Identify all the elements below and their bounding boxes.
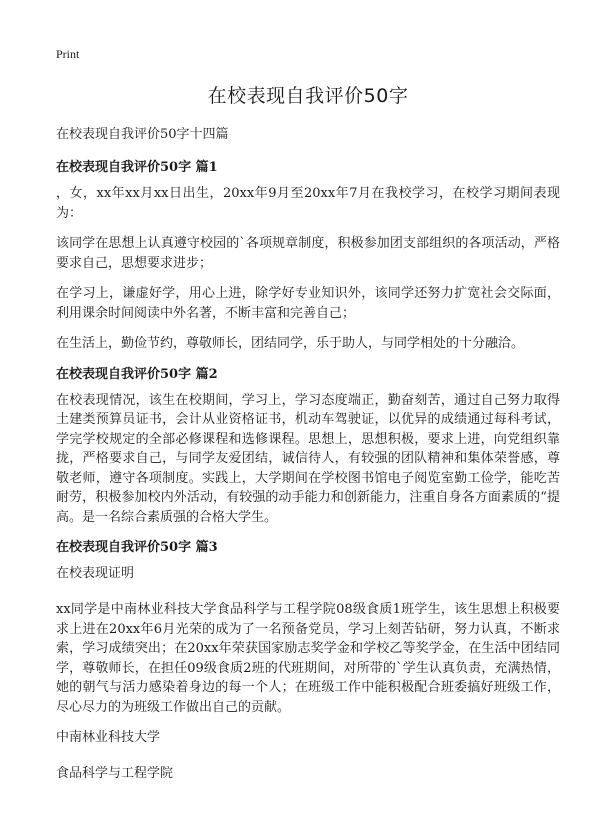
document-subtitle: 在校表现自我评价50字十四篇 <box>56 127 229 142</box>
section-1-paragraph-4: 在生活上，勤俭节约，尊敬师长，团结同学，乐于助人，与同学相处的十分融洽。 <box>56 336 525 351</box>
section-heading-3: 在校表现自我评价50字 篇3 <box>56 540 218 555</box>
print-link[interactable]: Print <box>56 47 80 61</box>
section-2-paragraph-1: 在校表现情况，该生在校期间，学习上，学习态度端正，勤奋刻苦，通过自己努力取得土建类预算员证书，会计从业资格证书，机动车驾驶证，以优异的成绩通过每科考试，学完学校规定的全部必修课程和选修课程。思想上，思想积极，要求上进，向党组织靠拢，严格要求自己，与同学友爱团结，诚信待人，有较强的团队精神和集体荣誉感，尊敬老师，遵守各项制度。实践上，大学期间在学校图书馆电子阅览室勤工俭学，能吃苦耐劳，积极参加校内外活动，有较强的动手能力和创新能力，注重自身各方面素质的“提高。是一名综合素质强的合格大学生。 <box>56 392 560 525</box>
closing-college: 食品科学与工程学院 <box>56 766 174 781</box>
section-1-paragraph-2: 该同学在思想上认真遵守校园的`各项规章制度，积极参加团支部组织的各项活动，严格要求自己，思想要求进步； <box>56 236 560 271</box>
section-1-paragraph-1: ，女，xx年xx月xx日出生，20xx年9月至20xx年7月在我校学习，在校学习期间表现为： <box>56 186 560 221</box>
section-1-paragraph-3: 在学习上，谦虚好学，用心上进，除学好专业知识外，该同学还努力扩宽社会交际面，利用课余时间阅读中外名著，不断丰富和完善自己； <box>56 286 560 321</box>
closing-university: 中南林业科技大学 <box>56 730 161 745</box>
page-title: 在校表现自我评价50字 <box>207 85 409 107</box>
section-3-lead: 在校表现证明 <box>56 566 135 581</box>
section-heading-2: 在校表现自我评价50字 篇2 <box>56 366 218 382</box>
section-3-paragraph-1: xx同学是中南林业科技大学食品科学与工程学院08级食质1班学生，该生思想上积极要求上进在20xx年6月光荣的成为了一名预备党员，学习上刻苦钻研，努力认真，不断求索，学习成绩突出；在20xx年荣获国家励志奖学金和学校乙等奖学金，在生活中团结同学，尊敬师长，在担任09级食质2班的代班期间，对所带的`学生认真负责，充满热情，她的朝气与活力感染着身边的每一个人；在班级工作中能积极配合班委搞好班级工作，尽心尽力的为班级工作做出自己的贡献。 <box>56 602 560 715</box>
section-heading-1: 在校表现自我评价50字 篇1 <box>56 160 218 175</box>
